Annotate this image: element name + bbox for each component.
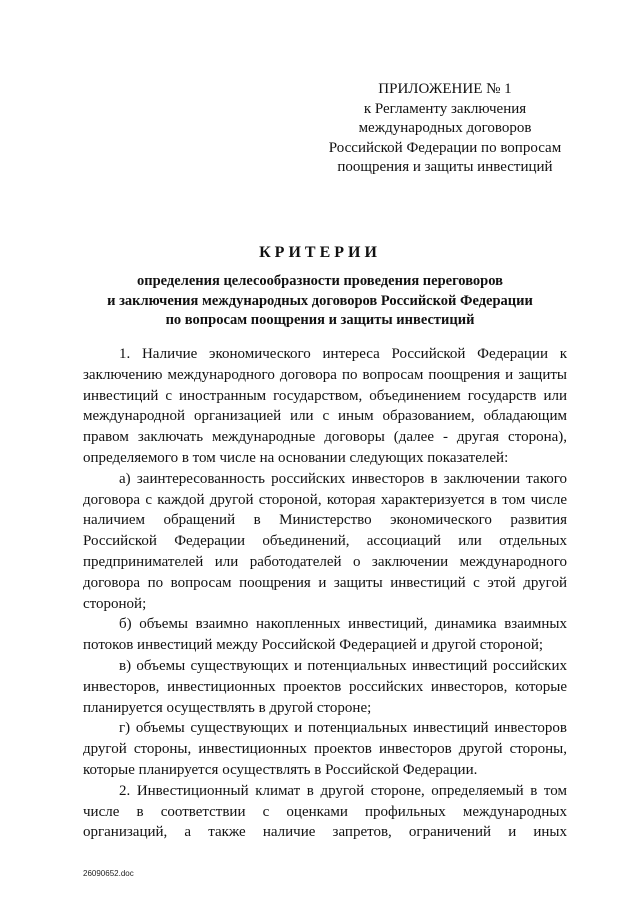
subtitle-line: и заключения международных договоров Российской Федерации	[107, 292, 533, 309]
document-title: КРИТЕРИИ	[259, 244, 381, 261]
paragraph-item-v	[83, 656, 567, 718]
text-line: инвестиций с иностранным государством, объединением государств или	[83, 387, 567, 404]
paragraph-item-b	[83, 614, 567, 656]
text-line: числе в соответствии с оценками профильных международных	[83, 803, 567, 820]
text-line: заключению международного договора по вопросам поощрения и защиты	[83, 366, 567, 383]
appendix-line: международных договоров	[358, 120, 532, 136]
text-line: международной организацией или с иным образованием, обладающим	[83, 408, 567, 425]
text-line: организаций, а также наличие запретов, ограничений и иных	[83, 824, 567, 841]
subtitle-line: определения целесообразности проведения переговоров	[137, 273, 503, 289]
text-line: другой стороны, инвестиционных проектов инвесторов другой стороны,	[83, 741, 567, 758]
appendix-line: поощрения и защиты инвестиций	[337, 159, 553, 175]
paragraph-1	[83, 344, 567, 469]
paragraph-item-g	[83, 718, 567, 780]
text-line: наличием обращений в Министерство экономического развития	[83, 512, 567, 529]
text-line: 1. Наличие экономического интереса Российской Федерации к	[119, 346, 567, 362]
text-line: стороной;	[83, 595, 147, 612]
text-line: а) заинтересованность российских инвесторов в заключении такого	[119, 470, 567, 487]
text-line: б) объемы взаимно накопленных инвестиций, динамика взаимных	[119, 616, 567, 633]
document-subtitle	[70, 272, 570, 331]
document-body	[83, 344, 567, 843]
text-line: которые планируется осуществлять в Российской Федерации.	[83, 761, 478, 778]
text-line: предпринимателей или работодателей о заключении международного	[83, 553, 567, 570]
paragraph-item-a	[83, 469, 567, 615]
footer-filename: 26090652.doc	[83, 869, 134, 878]
text-line: планируется осуществлять в другой стороне;	[83, 699, 372, 716]
text-line: договора с каждой другой стороной, которая характеризуется в том числе	[83, 491, 567, 508]
appendix-number: ПРИЛОЖЕНИЕ № 1	[378, 81, 512, 97]
text-line: определяемого в том числе на основании следующих показателей:	[83, 449, 509, 466]
text-line: 2. Инвестиционный климат в другой стороне, определяемый в том	[119, 782, 567, 799]
subtitle-line: по вопросам поощрения и защиты инвестиций	[165, 312, 475, 328]
appendix-header	[320, 80, 570, 178]
text-line: г) объемы существующих и потенциальных инвестиций инвесторов	[119, 720, 567, 737]
appendix-line: к Регламенту заключения	[363, 100, 527, 117]
text-line: договора по вопросам поощрения и защиты инвестиций с этой другой	[83, 574, 567, 591]
text-line: в) объемы существующих и потенциальных инвестиций российских	[119, 657, 567, 674]
appendix-line: Российской Федерации по вопросам	[328, 139, 562, 156]
text-line: правом заключать международные договоры (далее - другая сторона),	[83, 429, 567, 446]
text-line: инвесторов, инвестиционных проектов российских инвесторов, которые	[83, 678, 567, 695]
text-line: Российской Федерации объединений, ассоциаций или отдельных	[83, 533, 567, 550]
text-line: потоков инвестиций между Российской Федерацией и другой стороной;	[83, 637, 544, 654]
paragraph-2	[83, 781, 567, 843]
